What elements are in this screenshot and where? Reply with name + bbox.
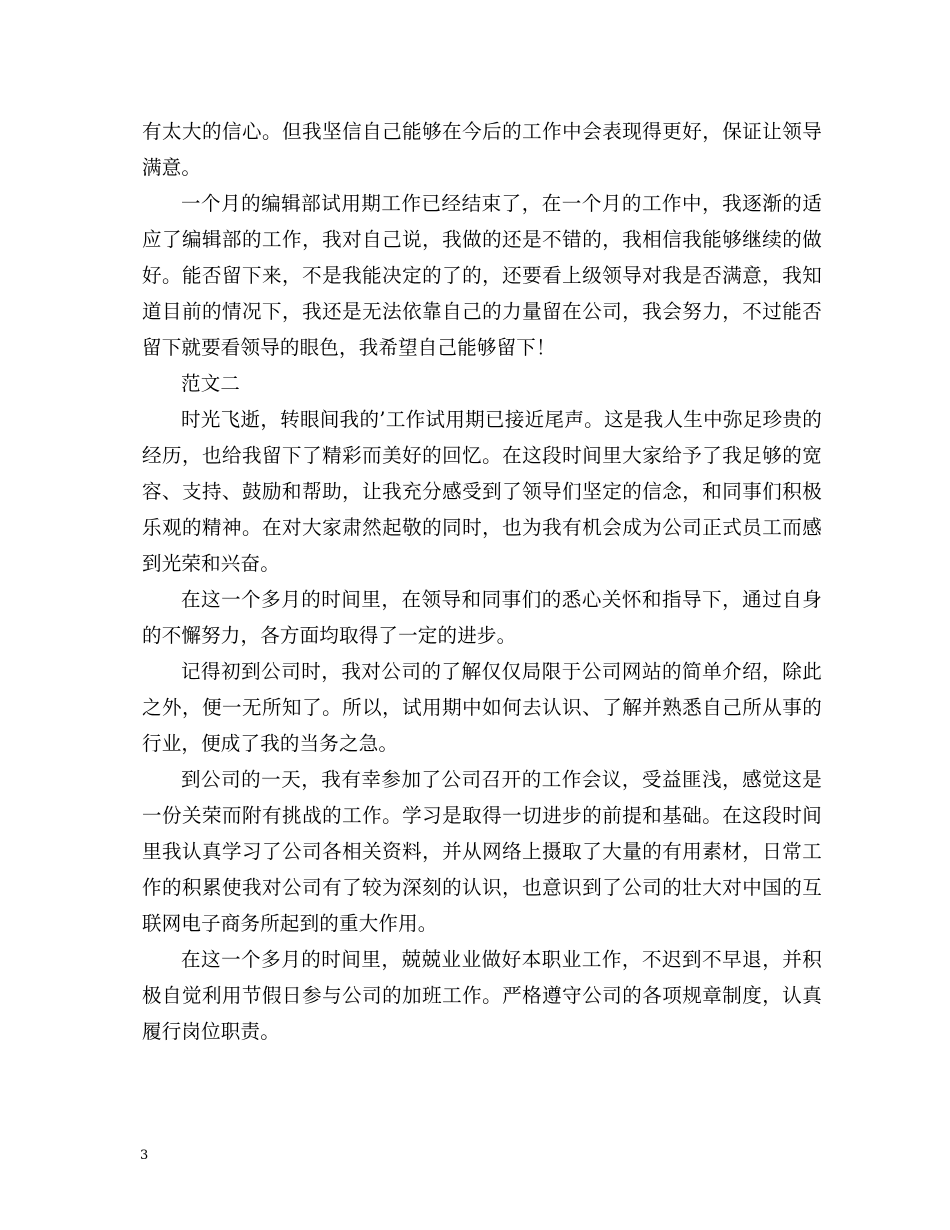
paragraph: 时光飞逝，转眼间我的’工作试用期已接近尾声。这是我人生中弥足珍贵的经历，也给我留下了精彩而美好的回忆。在这段时间里大家给予了我足够的宽容、支持、鼓励和帮助，让我充分感受到了领导们坚定的信念，和同事们积极乐观的精神。在对大家肃然起敬的同时，也为我有机会成为公司正式员工而感到光荣和兴奋。 (142, 408, 822, 575)
paragraph: 一个月的编辑部试用期工作已经结束了，在一个月的工作中，我逐渐的适应了编辑部的工作，我对自己说，我做的还是不错的，我相信我能够继续的做好。能否留下来，不是我能决定的了的，还要看上级领导对我是否满意，我知道目前的情况下，我还是无法依靠自己的力量留在公司，我会努力，不过能否留下就要看领导的眼色，我希望自己能够留下！ (142, 192, 822, 359)
paragraph: 在这一个多月的时间里，在领导和同事们的悉心关怀和指导下，通过自身的不懈努力，各方面均取得了一定的进步。 (142, 588, 822, 647)
page-number: 3 (140, 1148, 149, 1163)
document-body (142, 114, 822, 1050)
paragraph: 到公司的一天，我有幸参加了公司召开的工作会议，受益匪浅，感觉这是一份关荣而附有挑战的工作。学习是取得一切进步的前提和基础。在这段时间里我认真学习了公司各相关资料，并从网络上摄取了大量的有用素材，日常工作的积累使我对公司有了较为深刻的认识，也意识到了公司的壮大对中国的互联网电子商务所起到的重大作用。 (142, 768, 822, 935)
paragraph: 记得初到公司时，我对公司的了解仅仅局限于公司网站的简单介绍，除此之外，便一无所知了。所以，试用期中如何去认识、了解并熟悉自己所从事的行业，便成了我的当务之急。 (142, 660, 822, 755)
paragraph-continuation: 有太大的信心。但我坚信自己能够在今后的工作中会表现得更好，保证让领导满意。 (142, 120, 822, 179)
paragraph: 在这一个多月的时间里，兢兢业业做好本职业工作，不迟到不早退，并积极自觉利用节假日参与公司的加班工作。严格遵守公司的各项规章制度，认真履行岗位职责。 (142, 948, 822, 1043)
section-heading: 范文二 (181, 372, 241, 395)
